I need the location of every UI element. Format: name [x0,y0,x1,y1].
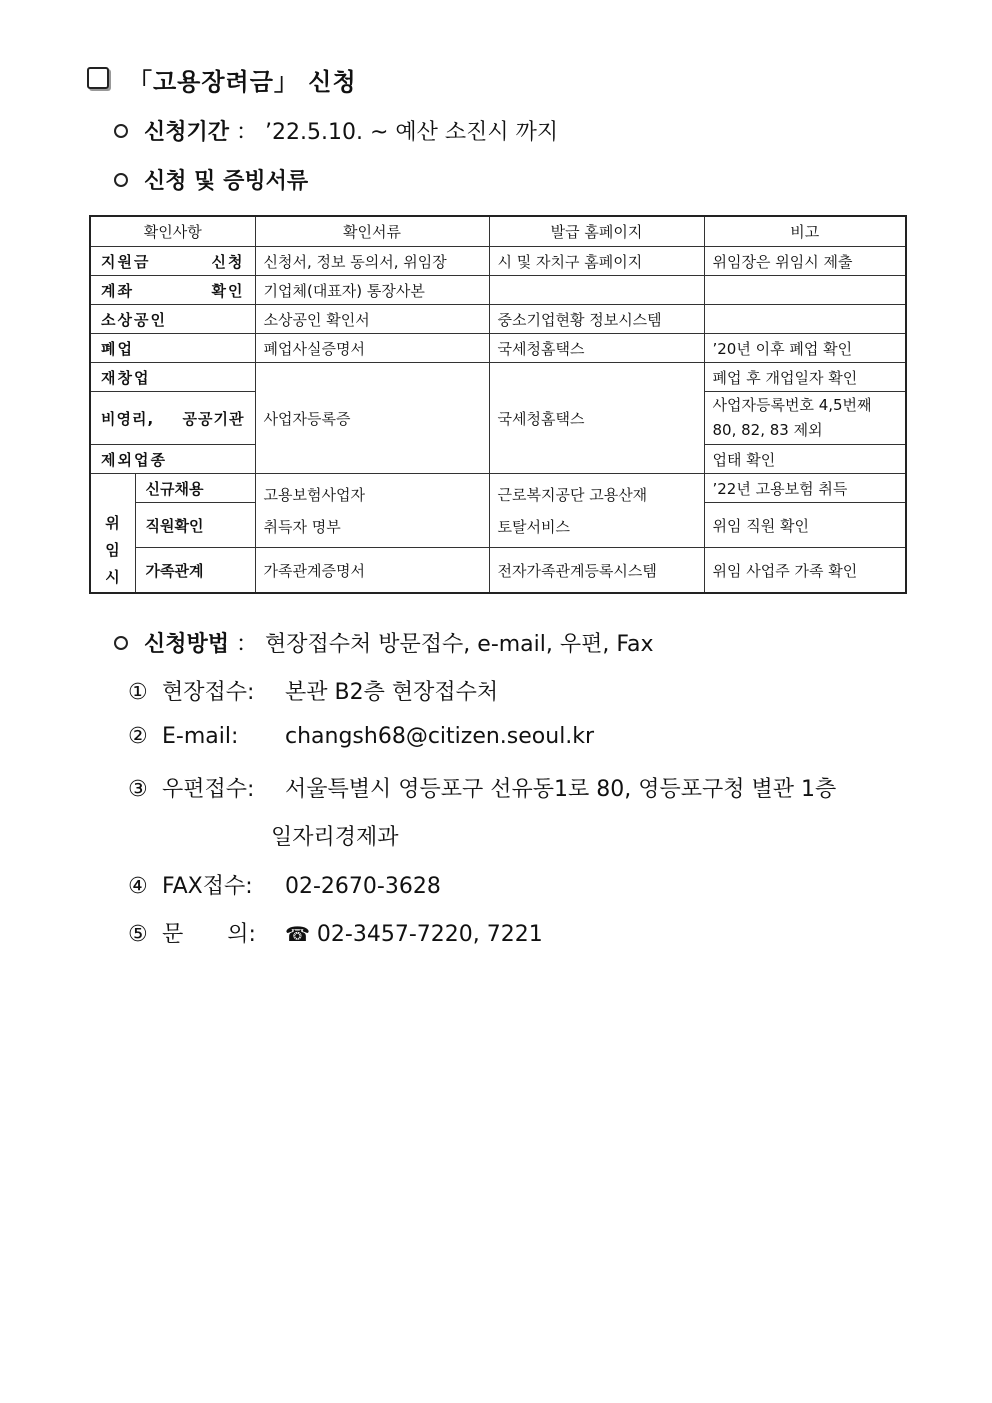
item-number: ④ [128,874,148,899]
table-row [90,334,906,363]
item-label: E-mail: [162,724,239,749]
documents-table [89,215,907,594]
note-line: 80, 82, 83 제외 [712,421,823,439]
docs-label: 신청 및 증빙서류 [144,169,309,194]
subcategory-cell: 가족관계 [135,548,255,594]
site-cell: 국세청홈택스 [489,334,704,363]
method-item-fax [128,869,441,900]
circle-bullet-icon [114,173,128,187]
docs-line [144,164,308,195]
item-label: 우편접수: [162,777,255,802]
delegation-char: 시 [105,568,120,586]
table-header-row [90,216,906,247]
category-cell: 폐업 [90,334,255,363]
item-value: 02-2670-3628 [285,874,441,899]
method-item-post-line2 [271,820,399,851]
note-cell: ’20년 이후 폐업 확인 [704,334,906,363]
site-cell: 국세청홈택스 [489,363,704,474]
note-cell: ’22년 고용보험 취득 [704,474,906,503]
item-value: 02-3457-7220, 7221 [316,922,543,947]
category-cell: 제외업종 [90,445,255,474]
subcategory-cell: 신규채용 [135,474,255,503]
category-cell: 비영리, 공공기관 [90,392,255,445]
checkbox-square-icon [87,67,109,89]
circle-bullet-icon [114,636,128,650]
site-line: 토탈서비스 [497,517,570,536]
item-value: 서울특별시 영등포구 선유동1로 80, 영등포구청 별관 1층 [285,777,837,802]
note-cell: 폐업 후 개업일자 확인 [704,363,906,392]
header-cell: 발급 홈페이지 [489,216,704,247]
table-row [90,548,906,594]
table-row [90,276,906,305]
document-cell: 사업자등록증 [255,363,489,474]
item-value-line2: 일자리경제과 [271,825,399,850]
phone-icon: ☎ [285,922,310,946]
document-line: 취득자 명부 [263,517,341,536]
site-cell [489,276,704,305]
category-cell: 소상공인 [90,305,255,334]
document-line: 고용보험사업자 [263,485,365,504]
note-cell [704,276,906,305]
table-row [90,363,906,392]
circle-bullet-icon [114,124,128,138]
note-cell: 위임 사업주 가족 확인 [704,548,906,594]
site-line: 근로복지공단 고용산재 [497,485,648,504]
method-line [144,627,654,658]
document-cell: 가족관계증명서 [255,548,489,594]
site-cell: 중소기업현황 정보시스템 [489,305,704,334]
period-value: ’22.5.10. ~ 예산 소진시 까지 [265,120,559,145]
subcategory-cell: 직원확인 [135,503,255,548]
method-item-onsite [128,675,498,706]
note-cell: 위임 직원 확인 [704,503,906,548]
site-cell: 전자가족관계등록시스템 [489,548,704,594]
delegation-char: 위 [105,514,120,532]
delegation-char: 임 [105,541,120,559]
method-item-email [128,724,594,749]
document-cell [255,474,489,548]
document-cell: 소상공인 확인서 [255,305,489,334]
document-cell: 신청서, 정보 동의서, 위임장 [255,247,489,276]
item-label: FAX접수: [162,874,253,899]
item-label: 현장접수: [162,680,255,705]
document-cell: 기업체(대표자) 통장사본 [255,276,489,305]
period-line [144,115,558,146]
site-cell: 시 및 자치구 홈페이지 [489,247,704,276]
category-cell: 지원금 신청 [90,247,255,276]
table-row [90,474,906,503]
item-number: ① [128,680,148,705]
category-cell: 계좌 확인 [90,276,255,305]
document-cell: 폐업사실증명서 [255,334,489,363]
item-value: 본관 B2층 현장접수처 [285,680,499,705]
note-cell: 업태 확인 [704,445,906,474]
method-value: 현장접수처 방문접수, e-mail, 우편, Fax [265,632,654,657]
note-cell [704,305,906,334]
note-cell [704,392,906,445]
header-cell: 확인서류 [255,216,489,247]
category-cell: 재창업 [90,363,255,392]
period-label: 신청기간 [144,120,230,145]
method-label: 신청방법 [144,632,230,657]
site-cell [489,474,704,548]
note-line: 사업자등록번호 4,5번째 [712,396,872,414]
header-cell: 확인사항 [90,216,255,247]
period-sep: ： [236,120,259,145]
item-number: ⑤ [128,922,148,947]
email-link[interactable]: changsh68@citizen.seoul.kr [285,724,595,749]
table-row [90,247,906,276]
delegation-label [91,510,134,591]
header-cell: 비고 [704,216,906,247]
method-sep: ： [236,632,259,657]
section-title: 「고용장려금」 신청 [128,68,357,96]
item-label: 문 의: [162,922,256,947]
item-number: ③ [128,777,148,802]
note-cell: 위임장은 위임시 제출 [704,247,906,276]
method-item-inquiry [128,917,543,948]
item-number: ② [128,724,148,749]
method-item-post [128,772,836,803]
table-row [90,305,906,334]
